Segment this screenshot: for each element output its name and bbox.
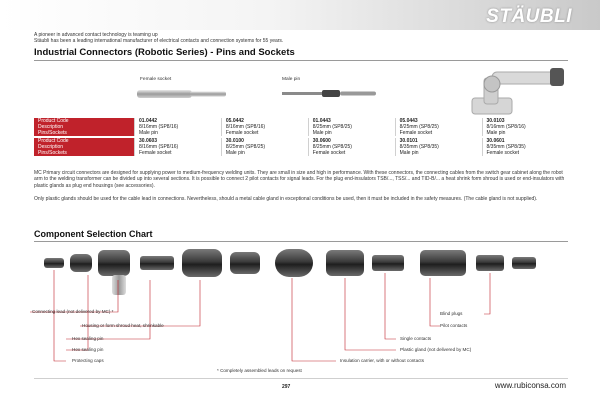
table-cell: Female socket <box>135 150 222 156</box>
table-cell: 8/25mm (SP8/25) <box>308 144 395 150</box>
staubli-logo: STÄUBLI <box>486 6 572 27</box>
row-header: Product Code <box>34 118 135 124</box>
table-cell: 8/25mm (SP8/25) <box>395 124 482 130</box>
table-cell: Male pin <box>482 130 568 136</box>
tagline-line-1: A pioneer in advanced contact technology is teaming up <box>34 32 158 38</box>
table-cell: 30.0603 <box>135 138 222 144</box>
table-cell: Female socket <box>395 130 482 136</box>
female-socket-image <box>135 86 230 102</box>
table-cell: 30.0601 <box>482 138 568 144</box>
label-protecting-caps: Protecting caps <box>72 358 104 363</box>
row-header: Pins/Sockets <box>34 150 135 156</box>
table-cell: 30.0100 <box>221 138 308 144</box>
table-cell: 30.0600 <box>308 138 395 144</box>
label-plastic-gland: Plastic gland (not delivered by MC) <box>400 347 472 352</box>
female-socket-label: Female socket <box>140 77 172 82</box>
product-table-2 <box>34 138 568 156</box>
label-blind-plugs: Blind plugs <box>440 311 463 316</box>
robot-arm-image <box>452 64 572 116</box>
section-title-chart: Component Selection Chart <box>34 229 153 239</box>
label-single-contacts: Single contacts <box>400 336 432 341</box>
row-header: Product Code <box>34 138 135 144</box>
table-cell: 05.0442 <box>221 118 308 124</box>
footer-rule <box>34 378 568 379</box>
label-pilot-contacts: Pilot contacts <box>440 323 468 328</box>
table-row <box>34 130 568 136</box>
label-connecting-lead: Connecting lead (not delivered by MC) * <box>32 309 114 314</box>
table-cell: 30.0101 <box>395 138 482 144</box>
label-housing: Housing or form shroud heat, shrinkable <box>82 323 164 328</box>
label-hex-sealing-pin-1: Hex sealing pin <box>72 336 104 341</box>
label-insulation-carrier: Insulation carrier, with or without contacts <box>340 358 425 363</box>
footer-url[interactable]: www.rubiconsa.com <box>494 381 566 390</box>
table-cell: Male pin <box>135 130 222 136</box>
product-table-1 <box>34 118 568 136</box>
page-number: 297 <box>282 384 291 390</box>
table-cell: 8/25mm (SP8/25) <box>308 124 395 130</box>
table-cell: Female socket <box>482 150 568 156</box>
footnote: * Completely assembled leads on request <box>217 368 302 373</box>
row-header: Pins/Sockets <box>34 130 135 136</box>
table-cell: 8/16mm (SP8/16) <box>135 124 222 130</box>
table-cell: Female socket <box>308 150 395 156</box>
table-cell: 01.0443 <box>308 118 395 124</box>
row-header: Description <box>34 144 135 150</box>
description-paragraph-2: Only plastic glands should be used for the cable lead in connections. Nevertheless, should a metal cable gland in exceptional conditions be used, then it must be included in the safety measures. (The cable gland is not supplied). <box>34 196 538 202</box>
table-cell: Male pin <box>221 150 308 156</box>
table-cell: 8/16mm (SP8/16) <box>221 124 308 130</box>
table-cell: Male pin <box>308 130 395 136</box>
tagline <box>34 32 283 44</box>
row-header: Description <box>34 124 135 130</box>
section-title-connectors: Industrial Connectors (Robotic Series) - Pins and Sockets <box>34 47 295 58</box>
table-row <box>34 150 568 156</box>
table-cell: 8/16mm (SP8/16) <box>135 144 222 150</box>
table-cell: 8/35mm (SP8/35) <box>395 144 482 150</box>
table-cell: Male pin <box>395 150 482 156</box>
tagline-line-2: Stäubli has been a leading international manufacturer of electrical contacts and connection systems for 55 years. <box>34 38 284 44</box>
table-cell: Female socket <box>221 130 308 136</box>
description-paragraph-1: MC Primary circuit connectors are designed for supplying power to medium-frequency welding units. They are small in size and high in performance. With these connectors, the connecting cables from the switch gear cabinet along the robot arm to the welding transformer can be divided up into several sections. It is possible to connect 2 pilot contacts for signal leads. For the plug end-insulators TSB/..., TSS/... and TID-B/... a heat shrink form shroud is used or end-insulators with plastic glands as plug end housings (see accessories). <box>34 170 565 189</box>
section-rule <box>34 60 568 61</box>
male-pin-image <box>282 88 382 100</box>
label-hex-sealing-pin-2: Hex sealing pin <box>72 347 104 352</box>
table-cell: 8/35mm (SP8/35) <box>482 144 568 150</box>
table-cell: 01.0442 <box>135 118 222 124</box>
table-cell: 30.0103 <box>482 118 568 124</box>
table-cell: 8/16mm (SP8/16) <box>482 124 568 130</box>
leader-lines <box>0 240 600 375</box>
male-pin-label: Male pin <box>282 77 301 82</box>
table-cell: 05.0443 <box>395 118 482 124</box>
table-cell: 8/25mm (SP8/25) <box>221 144 308 150</box>
